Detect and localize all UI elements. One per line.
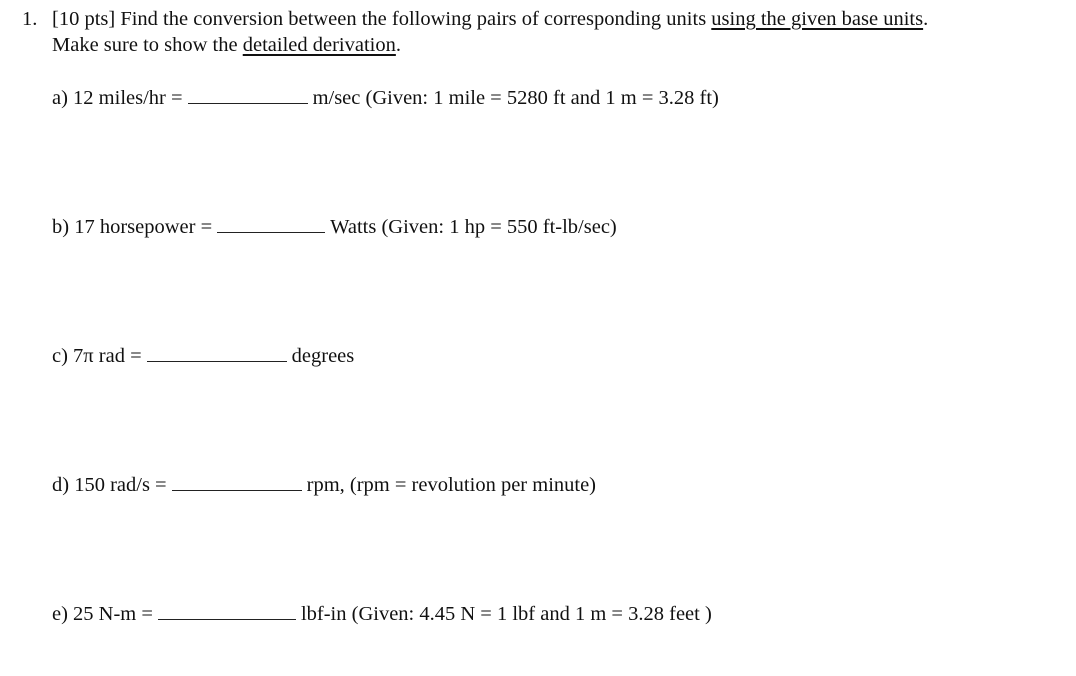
part-c-answer-blank[interactable] (147, 343, 287, 362)
prompt-text: Make sure to show the (52, 34, 243, 56)
part-e-answer-blank[interactable] (158, 601, 296, 620)
part-a-expression: a) 12 miles/hr = (52, 87, 183, 109)
question-prompt-line-2 (52, 33, 401, 57)
part-b-expression: b) 17 horsepower = (52, 216, 213, 238)
part-d-expression: d) 150 rad/s = (52, 474, 167, 496)
part-c (52, 343, 354, 368)
part-a-answer-blank[interactable] (188, 85, 308, 104)
part-d-answer-blank[interactable] (172, 472, 302, 491)
part-c-unit: degrees (291, 345, 355, 367)
prompt-emphasis-derivation: detailed derivation (242, 34, 396, 56)
part-a-unit-and-given: m/sec (Given: 1 mile = 5280 ft and 1 m = 3.28 ft) (312, 87, 719, 109)
part-b-unit-and-given: Watts (Given: 1 hp = 550 ft-lb/sec) (330, 216, 617, 238)
part-c-expression: c) 7π rad = (52, 345, 142, 367)
part-e-unit-and-given: lbf-in (Given: 4.45 N = 1 lbf and 1 m = 3.28 feet ) (300, 603, 712, 625)
part-b-answer-blank[interactable] (217, 214, 325, 233)
prompt-emphasis-base-units: using the given base units (711, 8, 924, 30)
prompt-period: . (395, 34, 401, 56)
part-d-unit-and-note: rpm, (rpm = revolution per minute) (306, 474, 597, 496)
question-number: 1. (22, 8, 38, 30)
question-prompt-line-1 (52, 7, 928, 31)
part-d (52, 472, 596, 497)
prompt-period: . (923, 8, 929, 30)
part-b (52, 214, 617, 239)
part-e-expression: e) 25 N-m = (52, 603, 153, 625)
part-a (52, 85, 719, 110)
prompt-text: [10 pts] Find the conversion between the following pairs of corresponding units (52, 8, 712, 30)
part-e (52, 601, 712, 626)
